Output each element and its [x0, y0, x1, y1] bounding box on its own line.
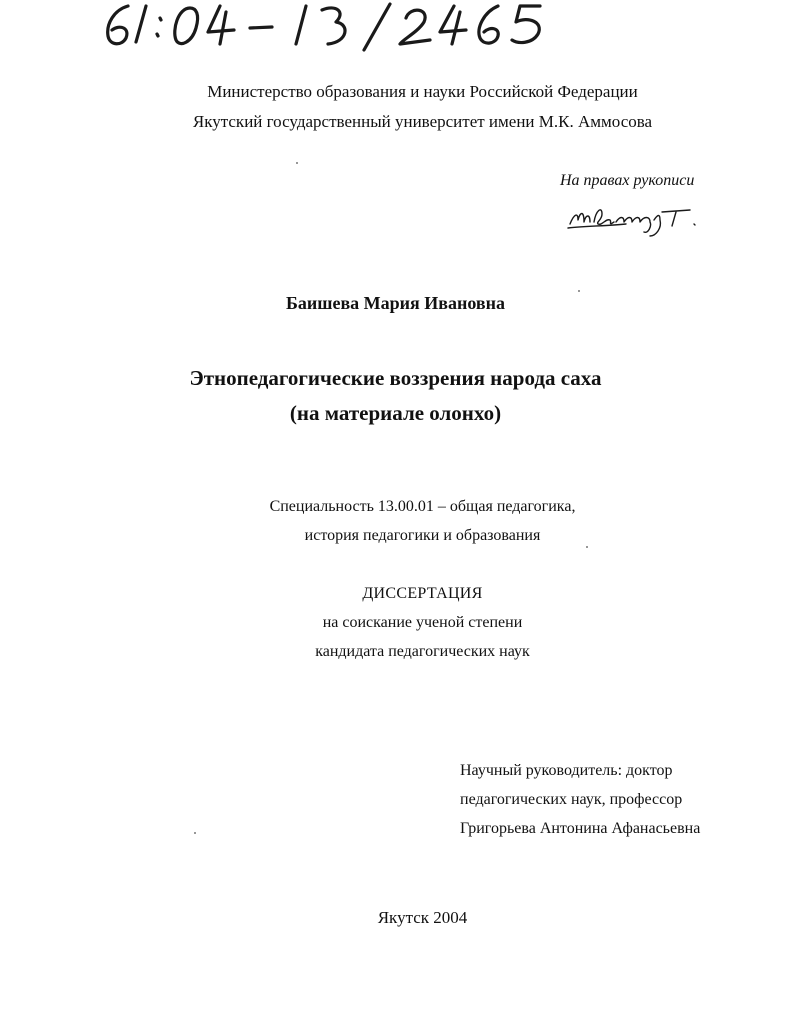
author-signature	[566, 200, 701, 240]
specialty-line-2: история педагогики и образования	[304, 527, 541, 544]
manuscript-rights-note: На правах рукописи	[560, 172, 695, 189]
degree-line-2: кандидата педагогических наук	[315, 643, 530, 660]
city-and-year: Якутск 2004	[377, 908, 468, 927]
scan-speck	[586, 546, 588, 548]
scan-speck	[296, 162, 298, 164]
university-name: Якутский государственный университет имени М.К. Аммосова	[192, 112, 653, 131]
advisor-line-3: Григорьева Антонина Афанасьевна	[460, 820, 701, 837]
author-name: Баишева Мария Ивановна	[285, 293, 506, 313]
dissertation-title-line-2: (на материале олонхо)	[289, 401, 502, 425]
scan-speck	[194, 832, 196, 834]
ministry-name: Министерство образования и науки Российской Федерации	[207, 82, 638, 101]
degree-line-1: на соискание ученой степени	[322, 614, 523, 631]
scan-speck	[578, 290, 580, 292]
advisor-line-2: педагогических наук, профессор	[460, 791, 683, 808]
advisor-line-1: Научный руководитель: доктор	[460, 762, 673, 779]
handwritten-archive-number	[100, 0, 570, 55]
specialty-line-1: Специальность 13.00.01 – общая педагогика,	[269, 498, 576, 515]
document-type: ДИССЕРТАЦИЯ	[362, 585, 483, 602]
dissertation-title-line-1: Этнопедагогические воззрения народа саха	[189, 366, 602, 390]
